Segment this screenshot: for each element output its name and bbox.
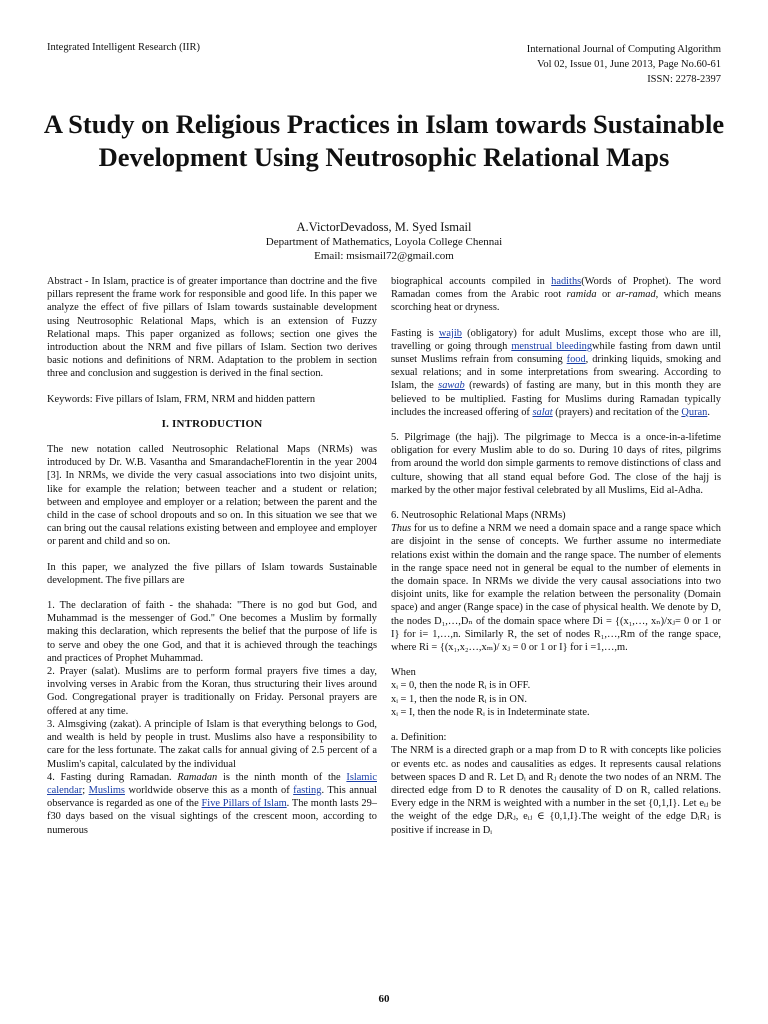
fast-text-e: (rewards) of fasting are many, but in this month they are believed to be multiplied. Fasting for Muslims during Ramadan typically includes the increased offering of	[391, 380, 721, 418]
pillar-4-lead: 4. Fasting during Ramadan.	[47, 771, 178, 783]
menstrual-bleeding-link[interactable]: menstrual bleeding	[511, 340, 593, 352]
fasting-link[interactable]: fasting	[293, 784, 322, 796]
page-number: 60	[378, 993, 390, 1005]
author-email: Email: msismail72@gmail.com	[314, 250, 454, 262]
quran-link[interactable]: Quran	[681, 406, 708, 418]
left-column	[47, 275, 377, 837]
cont-text-c: or	[596, 289, 617, 301]
fast-text-d: , drinking liquids, smoking and sexual relations; and in some interpretations from swearing. According to Islam, the	[391, 354, 721, 392]
pillar-4-text-e: . This annual observance is regarded as one of the	[47, 784, 377, 810]
intro-paragraph-2: In this paper, we analyzed the five pillars of Islam towards Sustainable development. The five pillars are	[47, 561, 377, 586]
when-item-3: xᵢ = I, then the node Rᵢ is in Indeterminate state.	[391, 706, 590, 718]
hadiths-link[interactable]: hadiths	[551, 276, 582, 287]
fast-text-c: while fasting from dawn until sunset Muslims refrain from consuming	[391, 340, 721, 366]
intro-paragraph-1: The new notation called Neutrosophic Relational Maps (NRMs) was introduced by Dr. W.B. Vasantha and SmarandacheFlorentin in the year 2004 [3]. In NRMs, we divide the very casual associations into two disjoint units, like for example the relation; between teacher and a student or relation; between and employee and employer or a relation; between the parent and the child in the case of school dropouts and so on. In this situation we see that we can bring out the causal relations existing between and employee and employer or parent and child and so on.	[47, 444, 377, 548]
ramida-term: ramida	[566, 289, 597, 301]
journal-publisher: Integrated Intelligent Research (IIR)	[47, 42, 201, 53]
pillar-3: 3. Almsgiving (zakat). A principle of Islam is that everything belongs to God, and wealth is held by people in trust. Muslims also have a responsibility to care for the less fortunate. The zakat calls for annual giving of 2.5 percent of a Muslim's capital, calculated by the individual	[47, 718, 377, 770]
section-heading-introduction: I. INTRODUCTION	[161, 417, 263, 430]
when-item-2: xᵢ = 1, then the node Rᵢ is in ON.	[391, 693, 527, 705]
abstract: Abstract - In Islam, practice is of greater importance than doctrine and the five pillars represent the frame work for responsible and good life. In this paper we analyze the effect of five pillars of Islam towards sustainable development using Neutrosophic Relational Maps, which is an extension of Fuzzy Relational maps. This paper organized as follows; section one gives the introduction about the NRM and five pillars of Islam. Section two derives basic notions and definitions of NRM. Adaptation to the problem in section three and conclusion and suggestion is derived in the final section.	[47, 276, 377, 380]
food-link[interactable]: food	[566, 354, 586, 366]
nrm-paragraph	[391, 522, 721, 654]
when-item-1: xᵢ = 0, then the node Rᵢ is in OFF.	[391, 680, 531, 692]
ramadan-term: Ramadan	[177, 771, 218, 783]
fast-text-b: (obligatory) for adult Muslims, except those who are ill, travelling or going through	[391, 327, 721, 352]
nrm-text: for us to define a NRM we need a domain space and a range space which are disjoint in the sense of concepts. We further assume no intermediate relations exist within the domain and the range space. The number of elements in the range space need not in general be equal to the number of elements in the domain space. In NRMs we divide the very causal associations into two disjoint units, like for example the relation between the personality (Domain space) and anger (Range space) in the case of physical health. We denote by D, the nodes D₁,…,Dₙ of the domain space where Di = {(x₁,…, xₙ)/xⱼ= 0 or 1 or I} for i= 1,…,n. Similarly R, the set of nodes R₁,…,Rm of the range space, where Ri = {(x₁,x₂…,xₘ)/ xⱼ = 0 or 1 or I} for i =1,…,m.	[391, 523, 721, 654]
muslims-link[interactable]: Muslims	[88, 784, 125, 796]
paper-title: A Study on Religious Practices in Islam towards Sustainable Development Using Neutrosophic Relational Maps	[43, 109, 725, 172]
nrm-heading: 6. Neutrosophic Relational Maps (NRMs)	[391, 510, 566, 522]
fasting-paragraph	[391, 327, 721, 419]
pillar-2: 2. Prayer (salat). Muslims are to perform formal prayers five times a day, involving verses in Arabic from the Koran, thus structuring their lives around God. Congregational prayer is traditionally on Friday. Personal prayers are offered at any time.	[47, 666, 377, 717]
when-label: When	[391, 667, 416, 679]
pillar-5: 5. Pilgrimage (the hajj). The pilgrimage to Mecca is a once-in-a-lifetime obligation for every Muslim able to do so. During 10 days of rites, pilgrims from around the world don simple garments to remove distinctions of class and culture, showing that all stand equal before God. The close of the hajj is marked by the other major festival celebrated by all Muslims, Eid al-Adha.	[391, 432, 721, 496]
pillar-4-text-c: ;	[82, 784, 89, 796]
definition-paragraph: The NRM is a directed graph or a map from D to R with concepts like policies or events etc. as nodes and causalities as edges. It represents causal relations between spaces D and R. Let Dᵢ and Rⱼ denote the two nodes of an NRM. The directed edge from D to R denotes the causality of D on R, called relations. Every edge in the NRM is weighted with a number in the set {0,1,I}. Let eᵢⱼ be the weight of the edge DᵢRⱼ, eᵢⱼ ∈ {0,1,I}.The weight of the edge DᵢRⱼ is positive if increase in Dᵢ	[391, 745, 721, 836]
salat-link[interactable]: salat	[532, 406, 553, 418]
five-pillars-link[interactable]: Five Pillars of Islam	[201, 798, 287, 810]
definition-heading: a. Definition:	[391, 732, 447, 744]
author-names: A.VictorDevadoss, M. Syed Ismail	[296, 220, 472, 234]
cont-text-a: biographical accounts compiled in	[391, 276, 552, 287]
author-block	[40, 219, 728, 263]
fast-text-a: Fasting is	[391, 327, 439, 339]
ramadan-continuation	[391, 275, 721, 315]
fast-text-g: .	[707, 406, 710, 418]
fast-text-f: (prayers) and recitation of the	[552, 406, 682, 418]
sawab-link[interactable]: sawab	[438, 380, 465, 392]
journal-issn: ISSN: 2278-2397	[647, 74, 721, 85]
pillar-4	[47, 771, 377, 837]
cont-text-b: (Words of Prophet). The word Ramadan comes from the Arabic root	[391, 276, 721, 301]
islamic-calendar-link[interactable]: Islamic calendar	[47, 771, 377, 796]
journal-volume: Vol 02, Issue 01, June 2013, Page No.60-61	[537, 59, 721, 70]
right-column	[391, 275, 721, 837]
ar-ramad-term: ar-ramad,	[616, 289, 659, 301]
journal-info	[527, 42, 721, 87]
journal-name: International Journal of Computing Algorithm	[526, 44, 721, 55]
pillar-4-text-f: . The month lasts 29–f30 days based on the visual sightings of the crescent moon, according to numerous	[47, 798, 377, 836]
cont-text-d: which means scorching heat or dryness.	[391, 289, 721, 314]
pillar-4-text-d: worldwide observe this as a month of	[124, 784, 294, 796]
keywords: Keywords: Five pillars of Islam, FRM, NRM and hidden pattern	[47, 393, 316, 405]
pillar-1: 1. The declaration of faith - the shahada: "There is no god but God, and Muhammad is the messenger of God." One becomes a Muslim by formally making this declaration, which represents the belief that the purpose of life is to serve and obey the one God, and that it is achieved through the teachings and practices of Prophet Muhammad.	[47, 600, 377, 664]
affiliation: Department of Mathematics, Loyola College Chennai	[265, 236, 503, 248]
nrm-thus: Thus	[391, 523, 412, 535]
wajib-link[interactable]: wajib	[438, 327, 462, 339]
pillar-4-text-b: is the ninth month of the	[217, 771, 347, 783]
